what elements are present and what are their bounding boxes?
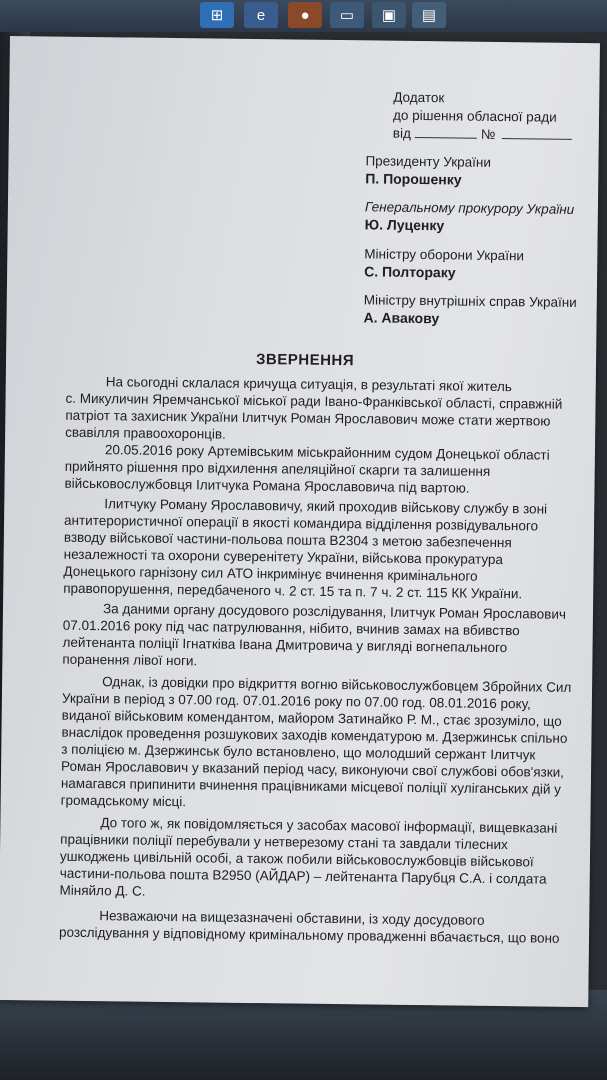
internet-explorer-icon[interactable]: e — [244, 2, 278, 28]
body-line: 20.05.2016 року Артемівським міськрайонним судом Донецької області — [104, 442, 550, 463]
body-line: На сьогодні склалася кричуща ситуація, в результаті якої житель — [105, 374, 512, 395]
body-line: свавілля правоохоронців. — [65, 424, 226, 442]
date-number-line: від № — [393, 125, 572, 144]
recipient-name: Ю. Луценку — [364, 216, 445, 234]
body-line: взводу військової частини-польова пошта В2304 з метою забезпечення — [63, 529, 512, 551]
body-line: Міняйло Д. С. — [59, 882, 146, 899]
body-line: За даними органу досудового розслідування, Ілитчук Роман Ярославович — [102, 601, 567, 622]
folder-icon[interactable]: ▭ — [330, 2, 364, 28]
document-title: ЗВЕРНЕННЯ — [255, 351, 355, 370]
body-line: розслідування у відповідному кримінальному провадженні вбачається, що воно — [58, 924, 560, 946]
body-line: внаслідок проведення розшукових заходів комендатурою м. Дзержинськ спільно — [61, 724, 568, 746]
recipient-name: П. Порошенку — [365, 170, 462, 188]
body-line: правопорушення, передбаченого ч. 2 ст. 15 та п. 7 ч. 2 ст. 115 КК України. — [63, 580, 523, 602]
body-line: частини-польова пошта В2950 (АЙДАР) – лейтенанта Парубця С.А. і солдата — [59, 865, 547, 887]
body-line: с. Микуличин Яремчанської міської ради Івано-Франківської області, справжній — [65, 390, 563, 412]
body-line: працівники поліції перебували у нетверезому стані та завдали тілесних — [60, 831, 508, 853]
app-icon[interactable]: ▣ — [372, 2, 406, 28]
body-line: патріот та захисник України Ілитчук Роман Ярославович може стати жертвою — [65, 407, 551, 429]
windows-start-icon[interactable]: ⊞ — [200, 2, 234, 28]
body-line: Незважаючи на вищезазначені обставини, із ходу досудового — [99, 908, 485, 928]
recipient-position: Міністру оборони України — [364, 246, 525, 264]
body-line: військовослужбовця Ілитчука Романа Ярославовича під вартою. — [64, 475, 470, 496]
recipient-position: Міністру внутрішніх справ України — [363, 292, 577, 310]
recipient-position: Президенту України — [365, 153, 492, 170]
date-blank — [415, 125, 477, 139]
firefox-icon[interactable]: ● — [288, 2, 322, 28]
body-line: ушкоджень цивільній особі, а також побили військовослужбовців військової — [59, 848, 534, 870]
number-blank — [501, 126, 571, 140]
body-line: з поліцією м. Дзержинськ було встановлено, що молодший сержант Ілитчук — [61, 741, 536, 763]
body-line: незалежності та охорони суверенітету України, військова прокуратура — [63, 546, 504, 568]
recipient-position: Генеральному прокурору України — [364, 199, 575, 217]
document-page — [0, 36, 600, 1007]
body-line: України в період з 07.00 год. 07.01.2016 року по 07.00 год. 08.01.2016 року, — [61, 690, 531, 712]
body-line: Ілитчуку Роману Ярославовичу, який проходив військову службу в зоні — [104, 496, 548, 517]
recipient-name: А. Авакову — [363, 309, 440, 327]
recipient-name: С. Полтораку — [364, 263, 456, 281]
body-line: Однак, із довідки про відкриття вогню військовослужбовцем Збройних Сил — [102, 674, 572, 695]
appendix-subtitle: до рішення обласної ради — [392, 107, 557, 125]
body-line: прийнято рішення про відхилення апеляційної скарги та залишення — [64, 458, 491, 479]
body-line: поранення лівої ноги. — [62, 651, 198, 669]
body-line: громадському місці. — [60, 792, 187, 810]
body-line: Донецького гарнізону сил АТО інкримінує вчинення кримінального — [63, 563, 478, 584]
body-line: 07.01.2016 року під час патрулювання, нібито, вчинив замах на вбивство — [62, 617, 520, 639]
windows-taskbar — [0, 0, 607, 32]
body-line: До того ж, як повідомляється у засобах масової інформації, вищевказані — [100, 815, 558, 836]
body-line: намагався припинити вчинення працівниками місцевої поліції хуліганських дій у — [60, 775, 562, 797]
body-line: Роман Ярославович у вказаний період часу, виконуючи свої службові обов'язки, — [60, 758, 565, 780]
body-line: виданої військовим комендантом, майором Затинайко Р. М., стає зрозуміло, що — [61, 707, 562, 729]
appendix-label: Додаток — [393, 89, 445, 106]
app-icon[interactable]: ▤ — [412, 2, 446, 28]
body-line: лейтенанта поліції Ігнатківа Івана Дмитровича у вигляді вогнепального — [62, 634, 508, 656]
body-line: антитерористичної операції в якості командира відділення розвідувального — [63, 512, 539, 534]
